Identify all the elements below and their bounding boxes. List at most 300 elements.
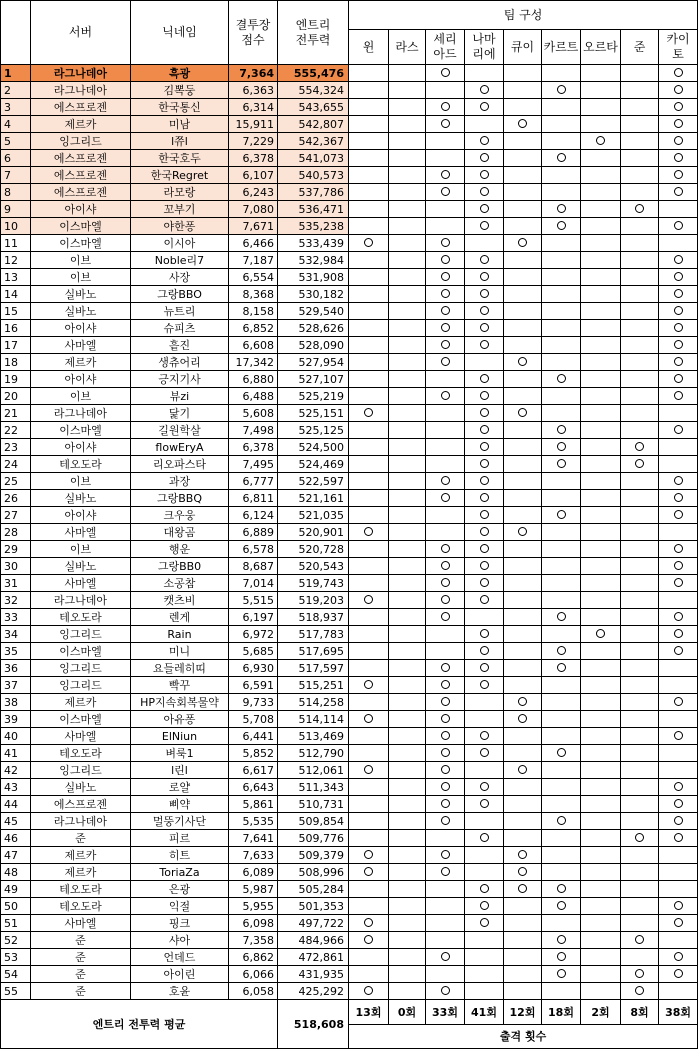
score-cell: 6,591 bbox=[229, 677, 278, 694]
power-cell: 505,284 bbox=[278, 881, 349, 898]
selected-circle-icon bbox=[557, 85, 566, 94]
team-mark-cell bbox=[426, 524, 465, 541]
team-mark-cell bbox=[465, 65, 504, 82]
score-cell: 17,342 bbox=[229, 354, 278, 371]
team-mark-cell bbox=[465, 269, 504, 286]
team-mark-cell bbox=[465, 422, 504, 439]
team-mark-cell bbox=[465, 82, 504, 99]
team-mark-cell bbox=[581, 728, 621, 745]
team-mark-cell bbox=[659, 133, 698, 150]
team-mark-cell bbox=[581, 864, 621, 881]
selected-circle-icon bbox=[674, 493, 683, 502]
team-mark-cell bbox=[542, 745, 581, 762]
power-cell: 520,901 bbox=[278, 524, 349, 541]
team-mark-cell bbox=[465, 932, 504, 949]
team-mark-cell bbox=[659, 371, 698, 388]
team-mark-cell bbox=[349, 932, 389, 949]
power-cell: 537,786 bbox=[278, 184, 349, 201]
team-mark-cell bbox=[659, 252, 698, 269]
power-cell: 522,597 bbox=[278, 473, 349, 490]
team-mark-cell bbox=[389, 932, 426, 949]
team-mark-cell bbox=[621, 235, 659, 252]
score-cell: 6,972 bbox=[229, 626, 278, 643]
team-mark-cell bbox=[621, 915, 659, 932]
team-mark-cell bbox=[621, 694, 659, 711]
selected-circle-icon bbox=[480, 374, 489, 383]
score-cell: 6,811 bbox=[229, 490, 278, 507]
rank-cell: 53 bbox=[1, 949, 31, 966]
power-cell: 519,203 bbox=[278, 592, 349, 609]
table-row bbox=[1, 762, 698, 779]
team-mark-cell bbox=[426, 235, 465, 252]
rank-cell: 44 bbox=[1, 796, 31, 813]
rank-cell: 14 bbox=[1, 286, 31, 303]
selected-circle-icon bbox=[480, 153, 489, 162]
team-mark-cell bbox=[426, 609, 465, 626]
team-char-header bbox=[349, 30, 389, 65]
team-mark-cell bbox=[389, 745, 426, 762]
nickname-cell: 대왕곰 bbox=[131, 524, 229, 541]
team-mark-cell bbox=[659, 524, 698, 541]
nickname-cell: 라모랑 bbox=[131, 184, 229, 201]
team-mark-cell bbox=[465, 626, 504, 643]
team-mark-cell bbox=[426, 65, 465, 82]
power-cell: 425,292 bbox=[278, 983, 349, 1000]
rank-cell: 48 bbox=[1, 864, 31, 881]
rank-cell: 3 bbox=[1, 99, 31, 116]
team-mark-cell bbox=[581, 252, 621, 269]
team-mark-cell bbox=[349, 796, 389, 813]
selected-circle-icon bbox=[480, 221, 489, 230]
team-mark-cell bbox=[465, 694, 504, 711]
server-cell: 실바노 bbox=[31, 303, 131, 320]
score-cell: 8,687 bbox=[229, 558, 278, 575]
selected-circle-icon bbox=[441, 255, 450, 264]
table-row bbox=[1, 354, 698, 371]
table-row bbox=[1, 932, 698, 949]
table-row bbox=[1, 422, 698, 439]
selected-circle-icon bbox=[518, 884, 527, 893]
selected-circle-icon bbox=[441, 102, 450, 111]
selected-circle-icon bbox=[364, 986, 373, 995]
server-cell: 실바노 bbox=[31, 490, 131, 507]
selected-circle-icon bbox=[441, 816, 450, 825]
selected-circle-icon bbox=[674, 272, 683, 281]
team-mark-cell bbox=[659, 303, 698, 320]
score-cell: 6,617 bbox=[229, 762, 278, 779]
team-mark-cell bbox=[659, 116, 698, 133]
table-row bbox=[1, 218, 698, 235]
server-cell: 이브 bbox=[31, 388, 131, 405]
rank-cell: 51 bbox=[1, 915, 31, 932]
selected-circle-icon bbox=[518, 765, 527, 774]
server-cell: 제르카 bbox=[31, 847, 131, 864]
rank-cell: 50 bbox=[1, 898, 31, 915]
team-mark-cell bbox=[621, 507, 659, 524]
team-mark-cell bbox=[426, 575, 465, 592]
team-mark-cell bbox=[542, 728, 581, 745]
team-mark-cell bbox=[621, 371, 659, 388]
team-mark-cell bbox=[426, 745, 465, 762]
selected-circle-icon bbox=[480, 306, 489, 315]
team-mark-cell bbox=[659, 779, 698, 796]
team-mark-cell bbox=[389, 813, 426, 830]
team-mark-cell bbox=[465, 660, 504, 677]
power-cell: 533,439 bbox=[278, 235, 349, 252]
selected-circle-icon bbox=[635, 442, 644, 451]
deploy-count-cell: 12회 bbox=[504, 1000, 542, 1025]
selected-circle-icon bbox=[480, 340, 489, 349]
team-mark-cell bbox=[349, 405, 389, 422]
team-mark-cell bbox=[349, 626, 389, 643]
team-mark-cell bbox=[542, 82, 581, 99]
rank-cell: 11 bbox=[1, 235, 31, 252]
table-row bbox=[1, 388, 698, 405]
team-mark-cell bbox=[349, 779, 389, 796]
score-cell: 6,363 bbox=[229, 82, 278, 99]
team-mark-cell bbox=[504, 371, 542, 388]
team-mark-cell bbox=[621, 966, 659, 983]
team-mark-cell bbox=[389, 881, 426, 898]
power-cell: 535,238 bbox=[278, 218, 349, 235]
team-mark-cell bbox=[426, 949, 465, 966]
selected-circle-icon bbox=[635, 204, 644, 213]
selected-circle-icon bbox=[596, 136, 605, 145]
team-mark-cell bbox=[621, 643, 659, 660]
server-cell: 에스프로젠 bbox=[31, 99, 131, 116]
table-row bbox=[1, 541, 698, 558]
server-cell: 이브 bbox=[31, 473, 131, 490]
team-mark-cell bbox=[426, 269, 465, 286]
table-row bbox=[1, 643, 698, 660]
table-row bbox=[1, 286, 698, 303]
team-mark-cell bbox=[426, 252, 465, 269]
team-mark-cell bbox=[465, 371, 504, 388]
selected-circle-icon bbox=[441, 544, 450, 553]
selected-circle-icon bbox=[480, 85, 489, 94]
team-mark-cell bbox=[426, 660, 465, 677]
rank-cell: 15 bbox=[1, 303, 31, 320]
team-mark-cell bbox=[389, 898, 426, 915]
team-mark-cell bbox=[504, 915, 542, 932]
power-cell: 520,543 bbox=[278, 558, 349, 575]
table-row bbox=[1, 235, 698, 252]
team-mark-cell bbox=[426, 864, 465, 881]
team-mark-cell bbox=[581, 643, 621, 660]
rank-cell: 55 bbox=[1, 983, 31, 1000]
team-mark-cell bbox=[349, 116, 389, 133]
score-cell: 8,158 bbox=[229, 303, 278, 320]
team-mark-cell bbox=[581, 524, 621, 541]
team-mark-cell bbox=[659, 354, 698, 371]
team-mark-cell bbox=[542, 116, 581, 133]
table-row bbox=[1, 473, 698, 490]
table-row bbox=[1, 711, 698, 728]
team-mark-cell bbox=[349, 422, 389, 439]
team-mark-cell bbox=[349, 252, 389, 269]
team-char-header bbox=[426, 30, 465, 65]
selected-circle-icon bbox=[364, 765, 373, 774]
score-cell: 7,671 bbox=[229, 218, 278, 235]
team-mark-cell bbox=[504, 592, 542, 609]
selected-circle-icon bbox=[674, 833, 683, 842]
power-cell: 517,695 bbox=[278, 643, 349, 660]
team-mark-cell bbox=[426, 847, 465, 864]
team-mark-cell bbox=[504, 575, 542, 592]
team-mark-cell bbox=[581, 677, 621, 694]
power-cell: 508,996 bbox=[278, 864, 349, 881]
team-mark-cell bbox=[349, 847, 389, 864]
team-mark-cell bbox=[504, 116, 542, 133]
team-mark-cell bbox=[581, 184, 621, 201]
deploy-count-cell: 13회 bbox=[349, 1000, 389, 1025]
selected-circle-icon bbox=[518, 714, 527, 723]
selected-circle-icon bbox=[441, 663, 450, 672]
team-mark-cell bbox=[389, 320, 426, 337]
table-row bbox=[1, 609, 698, 626]
rank-cell: 25 bbox=[1, 473, 31, 490]
power-cell: 525,219 bbox=[278, 388, 349, 405]
power-cell: 524,500 bbox=[278, 439, 349, 456]
server-cell: 이스마엘 bbox=[31, 711, 131, 728]
server-cell: 테오도라 bbox=[31, 898, 131, 915]
server-cell: 테오도라 bbox=[31, 881, 131, 898]
nickname-cell: 삐약 bbox=[131, 796, 229, 813]
team-mark-cell bbox=[659, 473, 698, 490]
table-row bbox=[1, 830, 698, 847]
team-mark-cell bbox=[504, 694, 542, 711]
nickname-cell: 김뽁둥 bbox=[131, 82, 229, 99]
table-row bbox=[1, 796, 698, 813]
power-cell: 531,908 bbox=[278, 269, 349, 286]
team-mark-cell bbox=[542, 439, 581, 456]
rank-cell: 8 bbox=[1, 184, 31, 201]
table-row bbox=[1, 507, 698, 524]
team-mark-cell bbox=[465, 966, 504, 983]
team-mark-cell bbox=[542, 184, 581, 201]
team-mark-cell bbox=[621, 558, 659, 575]
rank-cell: 13 bbox=[1, 269, 31, 286]
nickname-cell: 빡꾸 bbox=[131, 677, 229, 694]
team-mark-cell bbox=[465, 337, 504, 354]
team-mark-cell bbox=[504, 218, 542, 235]
server-cell: 실바노 bbox=[31, 558, 131, 575]
selected-circle-icon bbox=[441, 867, 450, 876]
server-cell: 에스프로젠 bbox=[31, 150, 131, 167]
nickname-cell: 은광 bbox=[131, 881, 229, 898]
team-mark-cell bbox=[426, 898, 465, 915]
rank-cell: 45 bbox=[1, 813, 31, 830]
score-cell: 5,685 bbox=[229, 643, 278, 660]
team-mark-cell bbox=[426, 116, 465, 133]
team-mark-cell bbox=[542, 337, 581, 354]
team-mark-cell bbox=[621, 813, 659, 830]
team-mark-cell bbox=[426, 932, 465, 949]
team-mark-cell bbox=[349, 915, 389, 932]
power-cell: 509,854 bbox=[278, 813, 349, 830]
nickname-header: 닉네임 bbox=[131, 1, 229, 65]
team-mark-cell bbox=[659, 966, 698, 983]
table-row bbox=[1, 983, 698, 1000]
power-cell: 528,090 bbox=[278, 337, 349, 354]
score-cell: 9,733 bbox=[229, 694, 278, 711]
team-mark-cell bbox=[504, 150, 542, 167]
power-cell: 520,728 bbox=[278, 541, 349, 558]
selected-circle-icon bbox=[480, 782, 489, 791]
server-cell: 아이샤 bbox=[31, 371, 131, 388]
server-cell: 이스마엘 bbox=[31, 643, 131, 660]
table-row bbox=[1, 116, 698, 133]
team-mark-cell bbox=[389, 405, 426, 422]
selected-circle-icon bbox=[441, 986, 450, 995]
server-cell: 준 bbox=[31, 932, 131, 949]
server-cell: 라그나데아 bbox=[31, 82, 131, 99]
team-mark-cell bbox=[504, 252, 542, 269]
team-mark-cell bbox=[659, 82, 698, 99]
power-cell: 515,251 bbox=[278, 677, 349, 694]
selected-circle-icon bbox=[480, 748, 489, 757]
team-mark-cell bbox=[542, 354, 581, 371]
team-mark-cell bbox=[504, 830, 542, 847]
selected-circle-icon bbox=[441, 714, 450, 723]
nickname-cell: 히트 bbox=[131, 847, 229, 864]
selected-circle-icon bbox=[518, 867, 527, 876]
team-mark-cell bbox=[389, 966, 426, 983]
score-cell: 7,498 bbox=[229, 422, 278, 439]
team-mark-cell bbox=[542, 320, 581, 337]
team-mark-cell bbox=[621, 337, 659, 354]
team-mark-cell bbox=[581, 881, 621, 898]
team-mark-cell bbox=[465, 354, 504, 371]
team-mark-cell bbox=[659, 796, 698, 813]
power-cell: 541,073 bbox=[278, 150, 349, 167]
server-cell: 라그나데아 bbox=[31, 813, 131, 830]
rank-cell: 49 bbox=[1, 881, 31, 898]
team-mark-cell bbox=[389, 65, 426, 82]
team-mark-cell bbox=[542, 864, 581, 881]
selected-circle-icon bbox=[441, 289, 450, 298]
nickname-cell: 과장 bbox=[131, 473, 229, 490]
team-mark-cell bbox=[389, 660, 426, 677]
team-mark-cell bbox=[581, 490, 621, 507]
team-mark-cell bbox=[504, 762, 542, 779]
team-mark-cell bbox=[542, 949, 581, 966]
team-mark-cell bbox=[621, 286, 659, 303]
team-mark-cell bbox=[581, 456, 621, 473]
team-mark-cell bbox=[621, 150, 659, 167]
team-mark-cell bbox=[659, 830, 698, 847]
nickname-cell: 뷰zi bbox=[131, 388, 229, 405]
power-cell: 509,776 bbox=[278, 830, 349, 847]
team-mark-cell bbox=[465, 218, 504, 235]
score-cell: 6,488 bbox=[229, 388, 278, 405]
nickname-cell: ElNiun bbox=[131, 728, 229, 745]
selected-circle-icon bbox=[674, 221, 683, 230]
selected-circle-icon bbox=[480, 102, 489, 111]
team-mark-cell bbox=[349, 864, 389, 881]
server-cell: 실바노 bbox=[31, 779, 131, 796]
team-mark-cell bbox=[621, 422, 659, 439]
selected-circle-icon bbox=[557, 442, 566, 451]
table-row bbox=[1, 269, 698, 286]
team-mark-cell bbox=[426, 915, 465, 932]
score-cell: 6,643 bbox=[229, 779, 278, 796]
server-cell: 사마엘 bbox=[31, 728, 131, 745]
team-mark-cell bbox=[621, 82, 659, 99]
rank-cell: 22 bbox=[1, 422, 31, 439]
score-cell: 6,889 bbox=[229, 524, 278, 541]
server-cell: 제르카 bbox=[31, 116, 131, 133]
selected-circle-icon bbox=[441, 357, 450, 366]
team-mark-cell bbox=[465, 388, 504, 405]
team-mark-cell bbox=[659, 218, 698, 235]
rank-cell: 37 bbox=[1, 677, 31, 694]
team-mark-cell bbox=[581, 949, 621, 966]
team-mark-cell bbox=[389, 82, 426, 99]
team-mark-cell bbox=[504, 490, 542, 507]
selected-circle-icon bbox=[480, 493, 489, 502]
team-mark-cell bbox=[504, 779, 542, 796]
nickname-cell: 벼룩1 bbox=[131, 745, 229, 762]
selected-circle-icon bbox=[557, 748, 566, 757]
selected-circle-icon bbox=[441, 850, 450, 859]
selected-circle-icon bbox=[441, 272, 450, 281]
score-cell: 6,058 bbox=[229, 983, 278, 1000]
selected-circle-icon bbox=[674, 629, 683, 638]
team-mark-cell bbox=[426, 184, 465, 201]
team-mark-cell bbox=[349, 592, 389, 609]
nickname-cell: 샤아 bbox=[131, 932, 229, 949]
selected-circle-icon bbox=[364, 935, 373, 944]
team-mark-cell bbox=[659, 184, 698, 201]
team-mark-cell bbox=[389, 575, 426, 592]
table-row bbox=[1, 439, 698, 456]
average-power-value: 518,608 bbox=[278, 1000, 349, 1049]
team-mark-cell bbox=[349, 82, 389, 99]
team-mark-cell bbox=[542, 575, 581, 592]
team-mark-cell bbox=[581, 592, 621, 609]
team-char-label: 라스 bbox=[395, 39, 419, 54]
deploy-count-cell: 41회 bbox=[465, 1000, 504, 1025]
score-cell: 5,861 bbox=[229, 796, 278, 813]
team-mark-cell bbox=[542, 541, 581, 558]
selected-circle-icon bbox=[441, 68, 450, 77]
team-mark-cell bbox=[504, 473, 542, 490]
team-mark-cell bbox=[659, 915, 698, 932]
team-mark-cell bbox=[581, 830, 621, 847]
rank-cell: 47 bbox=[1, 847, 31, 864]
rank-cell: 31 bbox=[1, 575, 31, 592]
team-mark-cell bbox=[621, 116, 659, 133]
team-mark-cell bbox=[426, 762, 465, 779]
score-cell: 6,378 bbox=[229, 150, 278, 167]
selected-circle-icon bbox=[557, 221, 566, 230]
team-mark-cell bbox=[465, 643, 504, 660]
nickname-cell: HP지속회복물약 bbox=[131, 694, 229, 711]
team-mark-cell bbox=[389, 235, 426, 252]
team-mark-cell bbox=[542, 218, 581, 235]
selected-circle-icon bbox=[635, 969, 644, 978]
table-row bbox=[1, 490, 698, 507]
selected-circle-icon bbox=[557, 153, 566, 162]
team-mark-cell bbox=[581, 167, 621, 184]
score-cell: 6,880 bbox=[229, 371, 278, 388]
table-row bbox=[1, 524, 698, 541]
team-mark-cell bbox=[504, 507, 542, 524]
score-cell: 6,243 bbox=[229, 184, 278, 201]
team-mark-cell bbox=[659, 269, 698, 286]
selected-circle-icon bbox=[557, 969, 566, 978]
